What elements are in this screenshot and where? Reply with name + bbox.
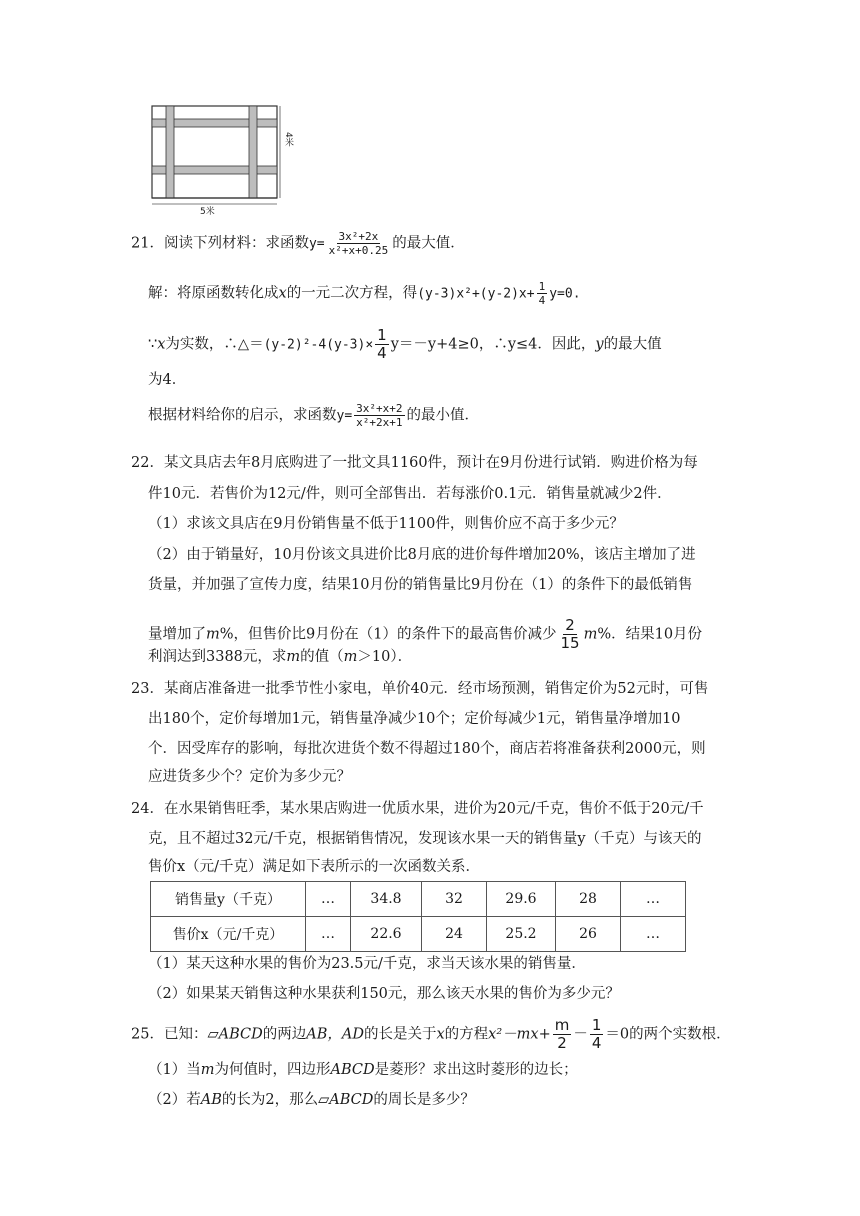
table-cell: 25.2 xyxy=(487,917,556,952)
q22-part2-c: 量增加了m%，但售价比9月份在（1）的条件下的最高售价减少 $\frac{2}{15}$ m%．结果10月份 xyxy=(148,616,703,652)
sales-price-table xyxy=(150,881,686,952)
q25-part2: （2）若AB的长为2，那么▱ABCD的周长是多少？ xyxy=(148,1092,475,1108)
table-row xyxy=(151,917,686,952)
table-cell: … xyxy=(621,917,686,952)
q21-intro: 21．阅读下列材料：求函数y= $\frac{\text{3x²+2x}}{\text{x²+x+0.25}}$ 的最大值． xyxy=(131,230,465,257)
q23-line2: 出180个，定价每增加1元，销售量净减少10个；定价每减少1元，销售量净增加10 xyxy=(148,711,681,727)
q22-part2-a: （2）由于销量好，10月份该文具进价比8月底的进价每件增加20%，该店主增加了进 xyxy=(148,547,696,563)
q21-ask: 根据材料给你的启示，求函数y= $\frac{\text{3x²+x+2}}{\text{x²+2x+1}}$ 的最小值． xyxy=(148,402,480,429)
table-cell: 销售量y（千克） xyxy=(151,882,306,917)
garden-road-figure xyxy=(146,100,306,215)
figure-width-label: 5米 xyxy=(200,207,215,217)
q21-since: ∵x为实数，∴△＝(y-2)²-4(y-3)× $\frac{1}{4}$ y＝－y+4≥0，∴y≤4．因此，y的最大值 xyxy=(148,326,662,362)
q22-line1: 22．某文具店去年8月底购进了一批文具1160件，预计在9月份进行试销．购进价格为每 xyxy=(131,455,698,471)
table-cell: … xyxy=(621,882,686,917)
q22-line2: 件10元．若售价为12元/件，则可全部售出．若每涨价0.1元．销售量就减少2件． xyxy=(148,486,672,502)
table-cell: 29.6 xyxy=(487,882,556,917)
table-cell: 22.6 xyxy=(351,917,422,952)
q22-part1: （1）求该文具店在9月份销售量不低于1100件，则售价应不高于多少元？ xyxy=(148,516,624,532)
q25-line1: 25．已知：▱ABCD的两边AB，AD的长是关于x的方程x²－mx+ $\frac{m}{2}$ － $\frac{1}{4}$ ＝0的两个实数根． xyxy=(131,1016,731,1052)
q24-line1: 24．在水果销售旺季，某水果店购进一优质水果，进价为20元/千克，售价不低于20元/千 xyxy=(131,801,704,817)
q24-line2: 克，且不超过32元/千克，根据销售情况，发现该水果一天的销售量y（千克）与该天的 xyxy=(148,831,702,847)
table-cell: 28 xyxy=(556,882,621,917)
q25-part1: （1）当m为何值时，四边形ABCD是菱形？求出这时菱形的边长； xyxy=(148,1062,578,1078)
table-cell: 34.8 xyxy=(351,882,422,917)
table-cell: … xyxy=(306,882,351,917)
q23-line3: 个．因受库存的影响，每批次进货个数不得超过180个，商店若将准备获利2000元，则 xyxy=(148,741,706,757)
q21-conclusion: 为4． xyxy=(148,372,187,388)
table-cell: … xyxy=(306,917,351,952)
q22-part2-d: 利润达到3388元，求m的值（m＞10）． xyxy=(148,649,413,665)
q23-line1: 23．某商店准备进一批季节性小家电，单价40元．经市场预测，销售定价为52元时，可售 xyxy=(131,681,709,697)
q21-solution: 解：将原函数转化成x的一元二次方程，得(y-3)x²+(y-2)x+ $\frac{1}{4}$ y=0. xyxy=(148,280,581,307)
figure-height-label: 4米 xyxy=(283,132,293,147)
q24-part1: （1）某天这种水果的售价为23.5元/千克，求当天该水果的销售量． xyxy=(148,956,586,972)
q24-part2: （2）如果某天销售这种水果获利150元，那么该天水果的售价为多少元？ xyxy=(148,986,620,1002)
table-cell: 26 xyxy=(556,917,621,952)
table-cell: 售价x（元/千克） xyxy=(151,917,306,952)
q24-line3: 售价x（元/千克）满足如下表所示的一次函数关系． xyxy=(148,859,481,875)
table-cell: 24 xyxy=(422,917,487,952)
q22-part2-b: 货量，并加强了宣传力度，结果10月份的销售量比9月份在（1）的条件下的最低销售 xyxy=(148,577,693,593)
q23-line4: 应进货多少个？定价为多少元？ xyxy=(148,769,351,785)
table-row xyxy=(151,882,686,917)
table-cell: 32 xyxy=(422,882,487,917)
